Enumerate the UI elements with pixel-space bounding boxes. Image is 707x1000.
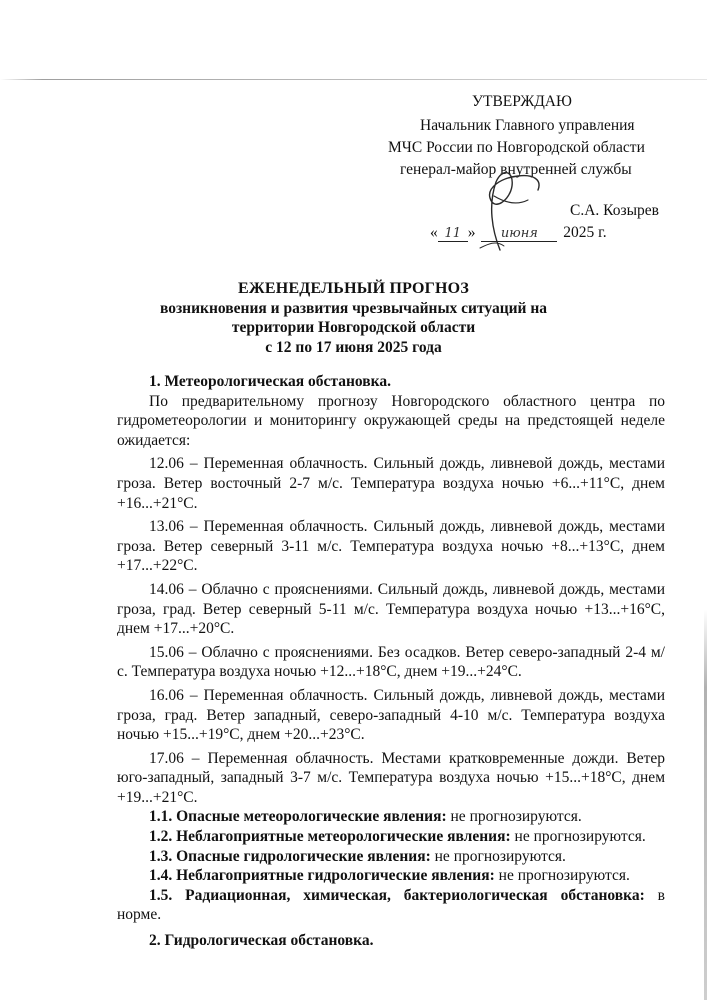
title-main: ЕЖЕНЕДЕЛЬНЫЙ ПРОГНОЗ [238, 280, 469, 297]
forecast-day: 14.06 – Облачно с прояснениями. Сильный дождь, ливневой дождь, местами гроза, град. Ветер северный 5-11 м/с. Температура воздуха ночью +13...+16°С, днем +17...+20°С. [117, 580, 665, 638]
phenomena-item [117, 807, 665, 827]
item-value: не прогнозируются. [510, 828, 646, 846]
approve-word: УТВЕРЖДАЮ [472, 93, 572, 110]
forecast-day: 17.06 – Переменная облачность. Местами кратковременные дожди. Ветер юго-западный, западный 3-7 м/с. Температура воздуха ночью +15...+18°С, днем +19...+21°С. [117, 749, 665, 806]
item-label: 1.2. Неблагоприятные метеорологические явления: [149, 828, 511, 846]
section1-heading: 1. Метеорологическая обстановка. [149, 373, 391, 390]
item-value: не прогнозируются. [430, 847, 566, 865]
item-label: 1.1. Опасные метеорологические явления: [149, 808, 447, 826]
phenomena-item [117, 886, 665, 925]
handwritten-signature [430, 160, 570, 260]
item-value: в норме. [117, 886, 665, 924]
phenomena-item [117, 847, 665, 867]
document-body [117, 372, 665, 951]
signatory-name: С.А. Козырев [570, 202, 659, 219]
forecast-day: 16.06 – Переменная облачность. Сильный дождь, ливневой дождь, местами гроза, град. Ветер западный, северо-западный 4-10 м/с. Температура воздуха ночью +15...+19°С, днем +20...+23°С. [117, 686, 665, 744]
title-line2: возникновения и развития чрезвычайных ситуаций на [159, 299, 548, 317]
date-day: 11 [438, 226, 468, 242]
position-line1: Начальник Главного управления [420, 117, 635, 134]
forecast-day: 12.06 – Переменная облачность. Сильный дождь, ливневой дождь, местами гроза. Ветер восточный 2-7 м/с. Температура воздуха ночью +6...+11°С, днем +16...+21°С. [117, 455, 665, 512]
item-label: 1.5. Радиационная, химическая, бактериологическая обстановка: [149, 886, 645, 904]
approval-date: « 11 » июня 2025 г. [430, 224, 607, 241]
document-title [0, 279, 707, 357]
forecast-day: 15.06 – Облачно с прояснениями. Без осадков. Ветер северо-западный 2-4 м/с. Температура воздуха ночью +12...+18°С, днем +19...+24°С. [117, 643, 665, 681]
item-value: не прогнозируются. [494, 867, 630, 885]
item-label: 1.3. Опасные гидрологические явления: [149, 847, 431, 865]
approval-block [0, 0, 707, 250]
rank-line: генерал-майор внутренней службы [400, 161, 632, 178]
date-year: 2025 г. [563, 224, 607, 241]
title-line4: с 12 по 17 июня 2025 года [265, 338, 442, 356]
phenomena-item [117, 866, 665, 886]
section2-heading: 2. Гидрологическая обстановка. [149, 932, 374, 950]
forecast-day: 13.06 – Переменная облачность. Сильный дождь, ливневой дождь, местами гроза. Ветер северный 3-11 м/с. Температура воздуха ночью +8...+13°С, днем +17...+22°С. [117, 518, 665, 575]
date-month: июня [481, 226, 557, 242]
item-value: не прогнозируются. [446, 808, 582, 826]
phenomena-item [117, 827, 665, 847]
section1-intro: По предварительному прогнозу Новгородского областного центра по гидрометеорологии и мониторингу окружающей среды на предстоящей неделе ожидается: [117, 392, 665, 449]
item-label: 1.4. Неблагоприятные гидрологические явления: [149, 867, 495, 885]
title-line3: территории Новгородской области [231, 319, 476, 336]
position-line2: МЧС России по Новгородской области [388, 139, 645, 156]
